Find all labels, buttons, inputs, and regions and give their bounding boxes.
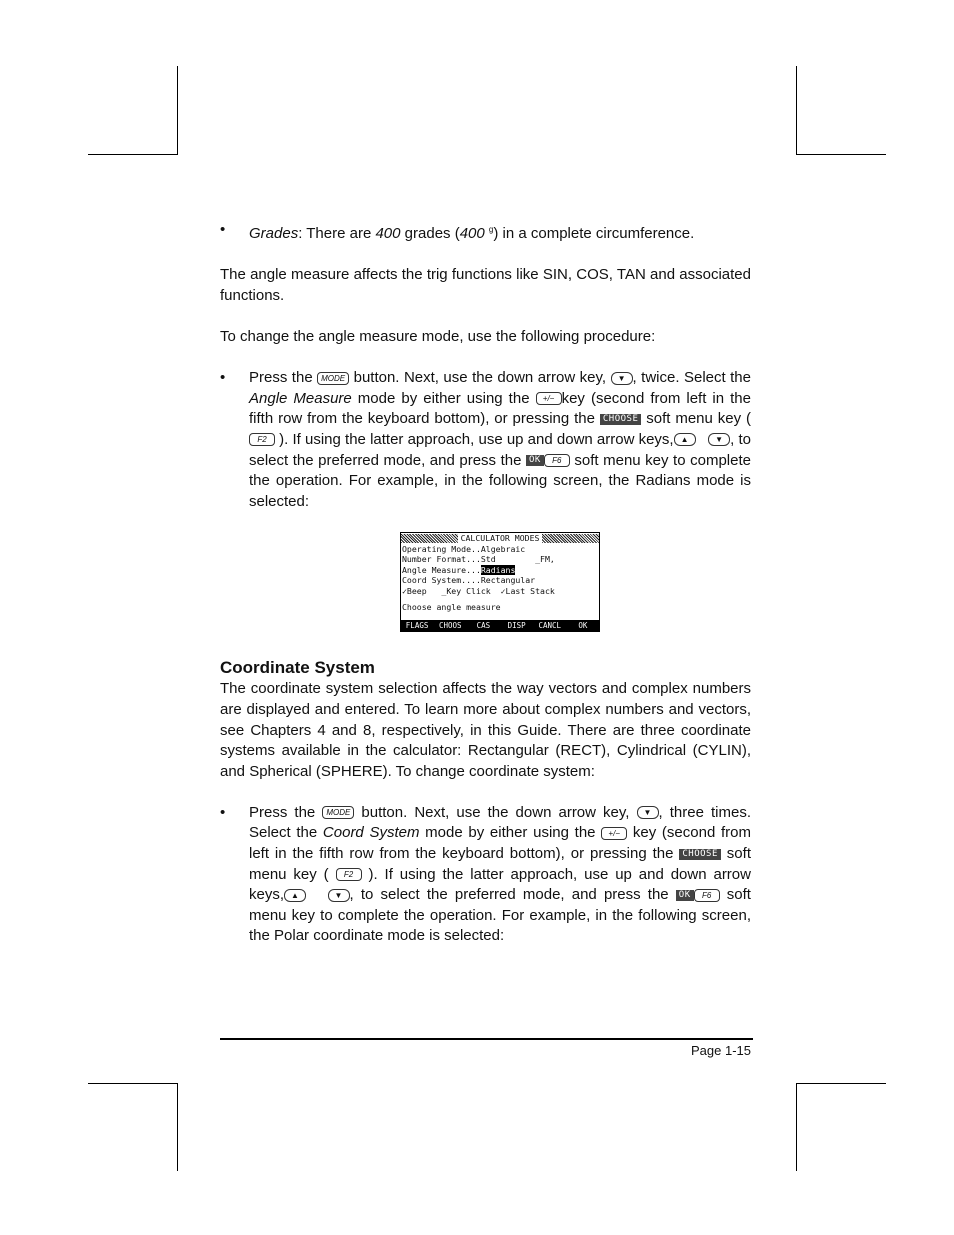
crop-mark [796, 1083, 797, 1171]
page-number: Page 1-15 [691, 1043, 751, 1058]
f6-key-icon: F6 [694, 889, 720, 902]
paragraph-angle-measure: The angle measure affects the trig functions like SIN, COS, TAN and associated functions. [220, 266, 751, 304]
bullet-dot: • [220, 803, 226, 821]
screen-highlight: Radians [480, 564, 516, 575]
bullet-angle-procedure: • Press the MODE button. Next, use the down arrow key, ▼ , twice. Select the Angle Measure mode by either using the +/− key (second from left in the fifth row from the keyboard bottom), or pressing the CHOOSE soft menu key ( F2 ). If using the latter approach, use up and down arrow keys, ▲ ▼ , to select the preferred mode, and press the OK F6 soft menu key to complete the operation. For example, in the following screen, the Radians mode is selected: [220, 369, 751, 510]
ok-softkey-icon: OK [676, 890, 694, 901]
crop-mark [796, 1083, 886, 1084]
screen-line: Operating Mode..Algebraic [402, 543, 526, 554]
screen-title-bar [401, 533, 599, 544]
choose-softkey-icon: CHOOSE [679, 849, 721, 860]
section-heading: Coordinate System [220, 658, 375, 678]
softmenu-disp: DISP [507, 621, 526, 631]
up-arrow-key-icon: ▲ [674, 433, 696, 446]
softmenu-choos: CHOOS [438, 621, 462, 631]
crop-mark [796, 66, 797, 154]
mode-key-icon: MODE [322, 806, 354, 819]
page-body [220, 220, 751, 947]
softmenu-flags: FLAGS [405, 621, 429, 631]
f2-key-icon: F2 [336, 868, 362, 881]
softmenu-ok: OK [578, 621, 588, 631]
mode-key-icon: MODE [317, 372, 349, 385]
f2-key-icon: F2 [249, 433, 275, 446]
ok-softkey-icon: OK [526, 455, 544, 466]
crop-mark [88, 154, 178, 155]
down-arrow-key-icon: ▼ [637, 806, 659, 819]
crop-mark [177, 66, 178, 154]
paragraph-change-procedure: To change the angle measure mode, use the following procedure: [220, 327, 656, 345]
paragraph-coordinate-system: The coordinate system selection affects the way vectors and complex numbers are displayed and entered. To learn more about complex numbers and vectors, see Chapters 4 and 8, respectively, in this Guide. There are three coordinate systems available in the calculator: Rectangular (RECT), Cylindrical (CYLIN), and Spherical (SPHERE). To change coordinate system: [220, 680, 751, 780]
plus-minus-key-icon: +/− [601, 827, 627, 840]
bullet-dot: • [220, 369, 226, 387]
crop-mark [88, 1083, 178, 1084]
screen-soft-menu [401, 620, 599, 631]
screen-line: Number Format...Std _FM, [402, 554, 555, 565]
calculator-screen [400, 532, 600, 632]
bullet-dot: • [220, 221, 226, 238]
softmenu-cas: CAS [476, 621, 491, 631]
down-arrow-key-icon: ▼ [328, 889, 350, 902]
screen-line: Choose angle measure [402, 602, 501, 613]
choose-softkey-icon: CHOOSE [600, 414, 642, 425]
screen-line: ✓Beep _Key Click ✓Last Stack [402, 585, 555, 596]
up-arrow-key-icon: ▲ [284, 889, 306, 902]
screen-line: Coord System....Rectangular [402, 575, 536, 586]
bullet-coord-procedure: • Press the MODE button. Next, use the down arrow key, ▼ , three times. Select the Coord System mode by either using the +/− key (second from left in the fifth row from the keyboard bottom), or pressing the CHOOSE soft menu key ( F2 ). If using the latter approach, use up and down arrow keys, ▲ ▼ , to select the preferred mode, and press the OK F6 soft menu key to complete the operation. For example, in the following screen, the Polar coordinate mode is selected: [220, 803, 752, 945]
down-arrow-key-icon: ▼ [611, 372, 633, 385]
crop-mark [177, 1083, 178, 1171]
plus-minus-key-icon: +/− [536, 392, 562, 405]
down-arrow-key-icon: ▼ [708, 433, 730, 446]
crop-mark [796, 154, 886, 155]
screen-line: Angle Measure...Radians [402, 564, 516, 575]
bullet-grades: • Grades: There are 400 grades (400 $^g$) in a complete circumference. [220, 221, 695, 242]
f6-key-icon: F6 [544, 454, 570, 467]
screen-title: CALCULATOR MODES [460, 533, 540, 544]
term-grades: Grades [249, 225, 299, 242]
softmenu-cancl: CANCL [538, 621, 562, 631]
footer-rule [220, 1038, 753, 1040]
